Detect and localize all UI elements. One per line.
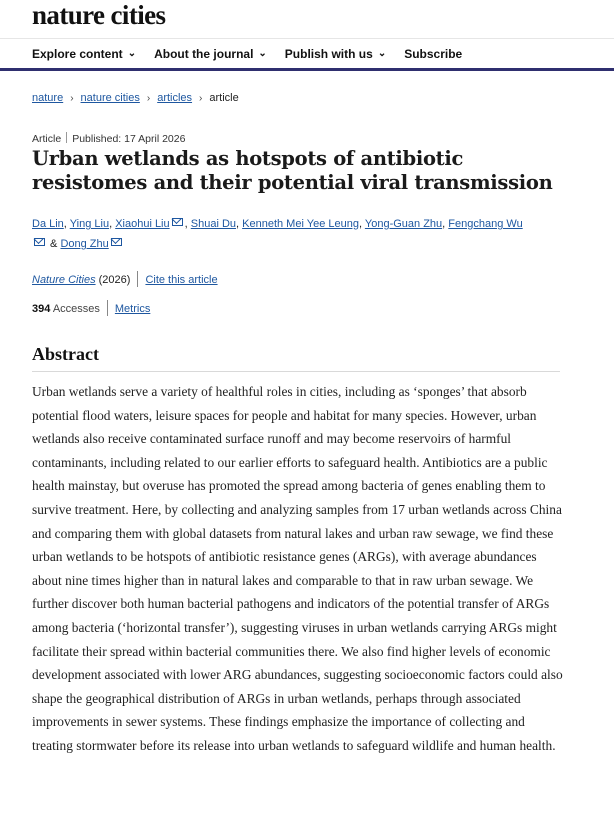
journal-logo[interactable]: nature cities (32, 0, 166, 30)
nav-explore-content[interactable] (32, 47, 136, 61)
chevron-down-icon: ⌄ (127, 48, 137, 59)
nav-item-label: Explore content (32, 46, 123, 61)
nav-item-label: Subscribe (404, 46, 463, 61)
published-date: Published: 17 April 2026 (72, 133, 186, 145)
accesses-label: Accesses (52, 303, 100, 315)
meta-divider (66, 132, 67, 143)
nav-publish[interactable] (285, 47, 386, 61)
publication-year: (2026) (98, 274, 131, 286)
main-nav (0, 38, 614, 71)
citation-line (32, 271, 218, 287)
nav-item-label: Publish with us (284, 46, 373, 61)
nav-about-journal[interactable] (154, 47, 267, 61)
abstract-heading: Abstract (32, 344, 99, 364)
chevron-down-icon: ⌄ (258, 48, 267, 59)
mail-icon[interactable] (172, 218, 183, 226)
author-link[interactable]: Dong Zhu (60, 238, 109, 250)
abstract-text: Urban wetlands serve a variety of healthful roles in cities, including as ‘sponges’ that absorb potential flood waters, leisure spaces for people and habitat for many species. However, urban wetlands also receive contaminated surface runoff and may become reservoirs of harmful contaminants, including related to our earlier efforts to safeguard health. Antibiotics are a public health mainstay, but overuse has promoted the spread among bacteria of genes enabling them to survive treatment. Here, by collecting and analyzing samples from 17 urban wetlands across China and comparing them with global datasets from natural lakes and urban raw sewage, we find these urban wetlands to be hotspots of antibiotic resistance genes (ARGs), with average abundances about nine times higher than in natural lakes and comparable to that in raw urban sewage. We further discover both human bacterial pathogens and indicators of the potential transfer of ARGs among bacteria (‘horizontal transfer’), suggesting viruses in urban wetlands carrying ARGs might facilitate their spread within bacterial communities there. We also find higher levels of economic development associated with lower ARG abundances, suggesting socioeconomic factors could also shape the geographical distribution of ARGs in urban wetlands, perhaps through associated improvements in sewer systems. These findings emphasize the importance of collecting and treating stormwater before its release into urban wetlands to safeguard wildlife and human health. (32, 384, 563, 753)
author-link[interactable]: Fengchang Wu (448, 218, 523, 230)
breadcrumb-nature-cities[interactable]: nature cities (80, 92, 140, 104)
author-link[interactable]: Da Lin (32, 218, 64, 230)
breadcrumb-articles[interactable]: articles (157, 92, 193, 104)
mail-icon[interactable] (34, 238, 45, 246)
author-link[interactable]: Ying Liu (69, 218, 110, 230)
metrics-link[interactable]: Metrics (114, 303, 151, 315)
article-title: Urban wetlands as hotspots of antibiotic resistomes and their potential viral transmission (32, 147, 553, 194)
nav-item-label: About the journal (154, 46, 254, 61)
author-link[interactable]: Shuai Du (190, 218, 237, 230)
vertical-divider (107, 300, 108, 316)
breadcrumb (32, 92, 239, 104)
cite-article-link[interactable]: Cite this article (145, 274, 218, 286)
author-link[interactable]: Yong-Guan Zhu (364, 218, 443, 230)
author-link[interactable]: Xiaohui Liu (115, 218, 170, 230)
abstract-divider (32, 371, 560, 372)
breadcrumb-current: article (209, 92, 239, 104)
mail-icon[interactable] (111, 238, 122, 246)
journal-link[interactable]: Nature Cities (32, 274, 96, 286)
author-link[interactable]: Kenneth Mei Yee Leung (242, 218, 359, 230)
chevron-right-icon: › (199, 92, 203, 104)
journal-header (32, 0, 165, 32)
author-list: Da Lin, Ying Liu, Xiaohui Liu , Shuai Du, Kenneth Mei Yee Leung, Yong-Guan Zhu, Fengchang Wu & Dong Zhu (32, 218, 523, 250)
article-meta (32, 132, 185, 145)
chevron-right-icon: › (146, 92, 151, 104)
article-type: Article (32, 133, 62, 145)
breadcrumb-nature[interactable]: nature (32, 92, 64, 104)
article-metrics (32, 300, 150, 316)
chevron-right-icon: › (70, 92, 74, 104)
vertical-divider (137, 271, 138, 287)
nav-subscribe[interactable] (404, 47, 462, 61)
accesses-count: 394 (32, 303, 51, 315)
chevron-down-icon: ⌄ (377, 48, 387, 59)
